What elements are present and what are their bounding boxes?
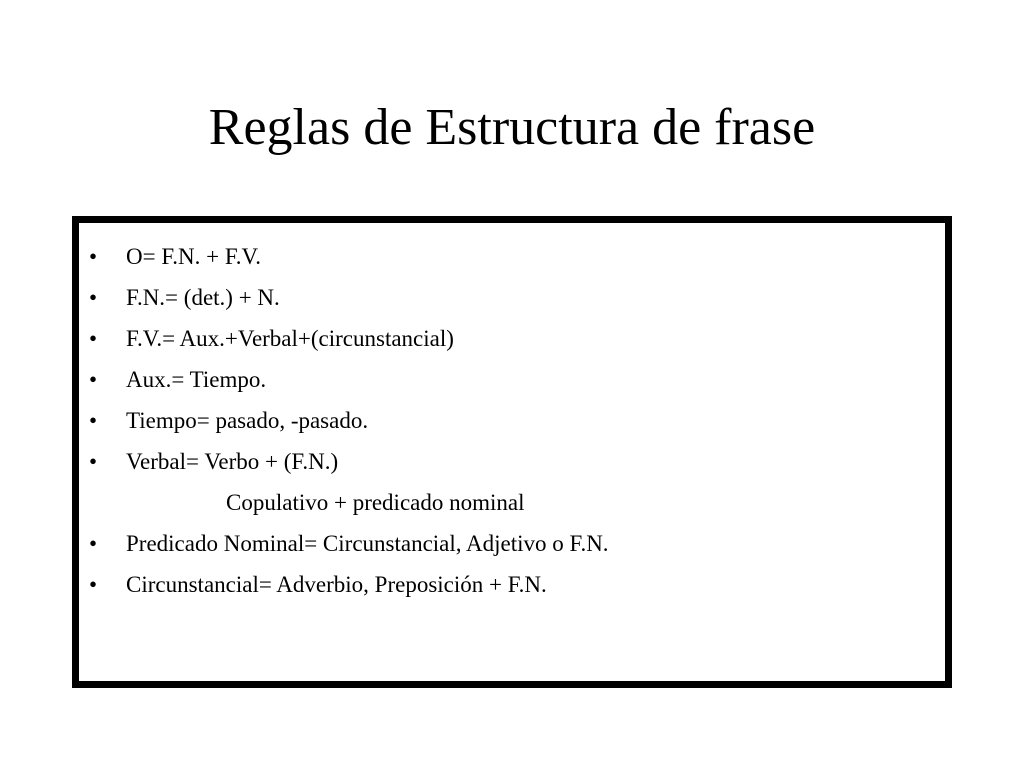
rule-text: Tiempo= pasado, -pasado. — [126, 408, 369, 433]
rule-text: F.N.= (det.) + N. — [126, 285, 280, 310]
rule-text: Copulativo + predicado nominal — [226, 490, 525, 515]
rule-item — [79, 236, 945, 277]
rule-item — [79, 318, 945, 359]
bullet-icon: • — [89, 244, 98, 269]
bullet-icon: • — [89, 326, 98, 351]
bullet-icon: • — [89, 449, 98, 474]
rule-text: Verbal= Verbo + (F.N.) — [126, 449, 339, 474]
rules-list — [79, 236, 945, 605]
rule-item — [79, 441, 945, 482]
bullet-icon: • — [89, 367, 98, 392]
rule-item — [79, 277, 945, 318]
slide-title: Reglas de Estructura de frase — [208, 99, 816, 156]
rule-text: Circunstancial= Adverbio, Preposición + F.N. — [126, 572, 547, 597]
rule-text: F.V.= Aux.+Verbal+(circunstancial) — [126, 326, 454, 351]
rule-text: O= F.N. + F.V. — [126, 244, 261, 269]
rule-item — [79, 564, 945, 605]
bullet-icon: • — [89, 531, 98, 556]
rule-item — [79, 523, 945, 564]
rule-item — [79, 359, 945, 400]
bullet-icon: • — [89, 572, 98, 597]
rule-item — [79, 400, 945, 441]
rule-text: Aux.= Tiempo. — [126, 367, 267, 392]
rule-continuation — [79, 482, 945, 523]
rules-box — [72, 216, 952, 688]
bullet-icon: • — [89, 408, 98, 433]
bullet-icon: • — [89, 285, 98, 310]
rule-text: Predicado Nominal= Circunstancial, Adjetivo o F.N. — [126, 531, 609, 556]
